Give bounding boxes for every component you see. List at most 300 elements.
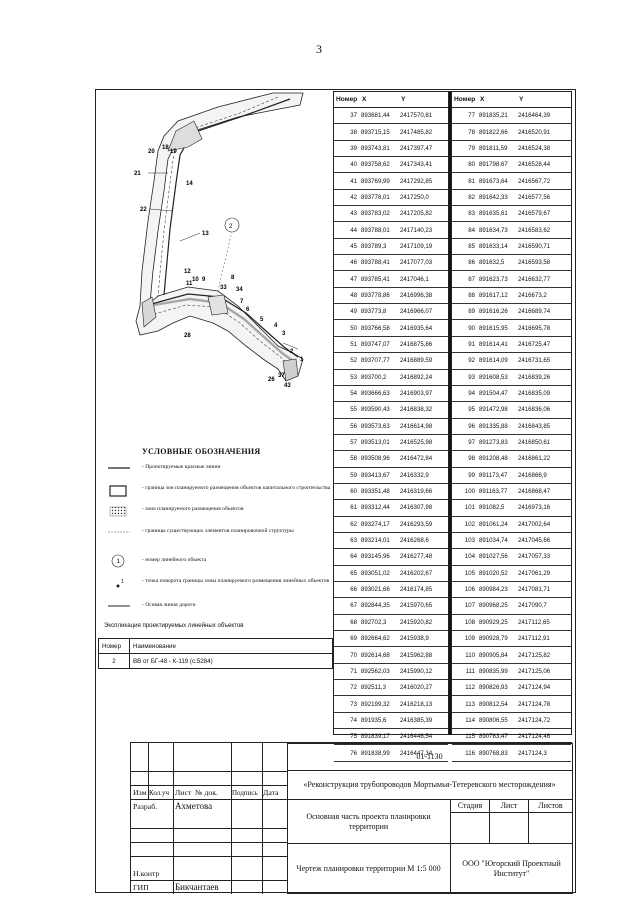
- coord-cell-num: 58: [334, 451, 360, 467]
- coord-cell-x: 893681,44: [360, 108, 399, 124]
- coord-cell-y: 2416293,59: [399, 516, 448, 532]
- coord-cell-num: 42: [334, 189, 360, 205]
- coord-cell-y: 2416583,62: [517, 222, 571, 238]
- coord-cell-y: 2416446,54: [399, 729, 448, 745]
- col-date: Дата: [263, 788, 279, 797]
- coord-cell-num: 93: [452, 369, 478, 385]
- map-label: 13: [202, 231, 209, 237]
- coord-cell-x: 893778,86: [360, 287, 399, 303]
- coord-cell-y: 2415920,82: [399, 614, 448, 630]
- coord-row: [452, 255, 571, 271]
- sheet-header: Лист: [489, 799, 529, 813]
- svg-text:1: 1: [121, 579, 124, 585]
- coord-table-right: [451, 91, 572, 757]
- coord-cell-x: 891935,6: [360, 712, 399, 728]
- coord-row: [334, 287, 448, 303]
- coord-cell-x: 893778,01: [360, 189, 399, 205]
- stage-value: [450, 812, 490, 844]
- coord-cell-num: 101: [452, 500, 478, 516]
- coord-cell-y: 2416525,98: [399, 434, 448, 450]
- coord-cell-num: 69: [334, 631, 360, 647]
- coord-row: [334, 304, 448, 320]
- coord-cell-y: 2417125,82: [517, 647, 571, 663]
- coord-cell-num: 64: [334, 549, 360, 565]
- coord-cell-x: 890806,55: [478, 712, 517, 728]
- map-label: 2: [290, 349, 294, 355]
- coord-row: [452, 108, 571, 124]
- coord-cell-x: 893700,2: [360, 369, 399, 385]
- coord-cell-num: 41: [334, 173, 360, 189]
- coord-cell-y: 2417205,82: [399, 206, 448, 222]
- coord-row: [452, 222, 571, 238]
- coord-cell-x: 893773,8: [360, 304, 399, 320]
- map-label: 26: [268, 377, 275, 383]
- coord-cell-num: 68: [334, 614, 360, 630]
- coord-cell-x: 890984,23: [478, 581, 517, 597]
- coord-cell-x: 893021,66: [360, 581, 399, 597]
- coord-row: [334, 663, 448, 679]
- coord-cell-y: 2416903,97: [399, 385, 448, 401]
- site-plan-map: [128, 91, 333, 391]
- map-label: 10: [192, 277, 199, 283]
- coord-cell-num: 48: [334, 287, 360, 303]
- name-gip: Бикчантаев: [175, 882, 219, 892]
- map-label: 5: [260, 317, 264, 323]
- coord-row: [334, 189, 448, 205]
- coord-row: [334, 712, 448, 728]
- coord-cell-y: 2415938,9: [399, 631, 448, 647]
- coord-row: [452, 549, 571, 565]
- red-line-symbol: [102, 464, 134, 480]
- coord-cell-num: 76: [334, 745, 360, 761]
- coord-cell-num: 59: [334, 467, 360, 483]
- coord-cell-num: 108: [452, 614, 478, 630]
- coord-cell-x: 891020,52: [478, 565, 517, 581]
- coord-cell-y: 2416632,77: [517, 271, 571, 287]
- coord-row: [452, 516, 571, 532]
- coord-row: [334, 222, 448, 238]
- coord-row: [334, 418, 448, 434]
- coord-cell-num: 84: [452, 222, 478, 238]
- explication-table: [98, 638, 333, 669]
- coord-row: [334, 434, 448, 450]
- coord-cell-x: 893715,15: [360, 124, 399, 140]
- coord-row: [452, 124, 571, 140]
- coord-row: [334, 402, 448, 418]
- project-name: «Реконструкция трубопроводов Мортымья-Тетеревского месторождения»: [287, 770, 573, 800]
- name-razrab: Ахметова: [175, 801, 213, 811]
- coord-row: [334, 647, 448, 663]
- map-label: 4: [274, 323, 278, 329]
- coord-row: [452, 434, 571, 450]
- coord-cell-num: 109: [452, 631, 478, 647]
- expl-header-num: Номер: [99, 639, 130, 654]
- coord-cell-x: 893788,41: [360, 255, 399, 271]
- coord-row: [452, 647, 571, 663]
- coord-cell-x: 890812,54: [478, 696, 517, 712]
- stage-header: Стадия: [450, 799, 490, 813]
- coord-row: [452, 712, 571, 728]
- coord-cell-x: 893789,3: [360, 238, 399, 254]
- col-header-num: Номер: [452, 92, 478, 108]
- company-name: ООО "Югорский Проектный Институт": [450, 843, 573, 894]
- coord-row: [334, 255, 448, 271]
- coord-cell-num: 38: [334, 124, 360, 140]
- sheets-value: [528, 812, 573, 844]
- coord-cell-num: 87: [452, 271, 478, 287]
- coord-cell-y: 2417485,82: [399, 124, 448, 140]
- coord-cell-num: 67: [334, 598, 360, 614]
- page-number: 3: [316, 42, 322, 56]
- coord-cell-num: 66: [334, 581, 360, 597]
- coord-cell-num: 94: [452, 385, 478, 401]
- coord-row: [452, 320, 571, 336]
- coord-cell-y: 2416593,58: [517, 255, 571, 271]
- coord-cell-x: 893214,01: [360, 532, 399, 548]
- coord-cell-y: 2416996,38: [399, 287, 448, 303]
- legend-item-text: - границы существующих элементов планировочной структуры: [142, 528, 294, 534]
- coord-cell-x: 891208,48: [478, 451, 517, 467]
- map-label: 7: [240, 299, 244, 305]
- coord-row: [334, 108, 448, 124]
- object-number-symbol: [102, 554, 134, 570]
- coord-cell-num: 89: [452, 304, 478, 320]
- coord-row: [452, 206, 571, 222]
- coord-cell-num: 39: [334, 140, 360, 156]
- coord-cell-num: 100: [452, 483, 478, 499]
- coord-cell-y: 2416875,86: [399, 336, 448, 352]
- coord-cell-x: 891027,56: [478, 549, 517, 565]
- col-header-x: X: [360, 92, 399, 108]
- coord-cell-x: 891634,73: [478, 222, 517, 238]
- legend-item-text: - точка поворота границы зоны планируемого размещения линейных объектов: [142, 578, 330, 584]
- coord-cell-num: 103: [452, 532, 478, 548]
- coord-row: [334, 549, 448, 565]
- coord-cell-y: 2416218,13: [399, 696, 448, 712]
- svg-text:1: 1: [116, 559, 120, 565]
- map-label: 6: [246, 307, 250, 313]
- coord-row: [452, 140, 571, 156]
- coord-cell-x: 893707,77: [360, 353, 399, 369]
- legend-item-text: - граница зон планируемого размещения объектов капитального строительства: [142, 485, 331, 491]
- coord-cell-y: 2416973,16: [517, 500, 571, 516]
- coord-cell-num: 53: [334, 369, 360, 385]
- coord-cell-x: 893145,96: [360, 549, 399, 565]
- coord-cell-y: 2415962,88: [399, 647, 448, 663]
- map-label: 28: [184, 333, 191, 339]
- coord-row: [452, 157, 571, 173]
- coord-cell-x: 891673,64: [478, 173, 517, 189]
- coord-cell-x: 891614,41: [478, 336, 517, 352]
- map-label: 34: [236, 287, 243, 293]
- coord-row: [452, 451, 571, 467]
- coord-row: [452, 353, 571, 369]
- coord-cell-x: 890929,25: [478, 614, 517, 630]
- coord-cell-num: 115: [452, 729, 478, 745]
- map-label: 37: [278, 373, 285, 379]
- coord-cell-num: 63: [334, 532, 360, 548]
- col-izm: Изм: [133, 788, 147, 797]
- coord-cell-y: 2417112,65: [517, 614, 571, 630]
- legend-item-text: - номер линейного объекта: [142, 557, 207, 563]
- coord-row: [452, 532, 571, 548]
- doc-code: 01-1130: [287, 743, 573, 771]
- coord-cell-num: 102: [452, 516, 478, 532]
- coord-cell-x: 890783,47: [478, 729, 517, 745]
- coord-cell-num: 98: [452, 451, 478, 467]
- coord-cell-y: 2416524,38: [517, 140, 571, 156]
- coord-cell-num: 51: [334, 336, 360, 352]
- coord-row: [334, 271, 448, 287]
- coord-row: [334, 157, 448, 173]
- coord-row: [452, 581, 571, 597]
- coord-cell-num: 85: [452, 238, 478, 254]
- coord-cell-y: 2417124,78: [517, 696, 571, 712]
- coord-cell-y: 2416614,98: [399, 418, 448, 434]
- coord-cell-y: 2417397,47: [399, 140, 448, 156]
- existing-boundary-symbol: [102, 528, 134, 544]
- sheets-header: Листов: [528, 799, 573, 813]
- coord-row: [452, 418, 571, 434]
- legend: [102, 447, 330, 456]
- coord-cell-x: 893766,58: [360, 320, 399, 336]
- coord-cell-x: 893274,17: [360, 516, 399, 532]
- coord-cell-y: 2416731,65: [517, 353, 571, 369]
- map-label: 8: [231, 275, 235, 281]
- coord-cell-num: 75: [334, 729, 360, 745]
- coord-cell-num: 106: [452, 581, 478, 597]
- coord-cell-x: 891335,88: [478, 418, 517, 434]
- coord-cell-x: 891163,77: [478, 483, 517, 499]
- coord-cell-y: 2416268,6: [399, 532, 448, 548]
- coord-cell-x: 891798,67: [478, 157, 517, 173]
- coord-cell-y: 2416567,72: [517, 173, 571, 189]
- coord-cell-x: 891822,66: [478, 124, 517, 140]
- title-block: [130, 742, 572, 893]
- coord-cell-x: 893351,48: [360, 483, 399, 499]
- coord-cell-num: 44: [334, 222, 360, 238]
- coord-cell-x: 891061,24: [478, 516, 517, 532]
- coord-row: [334, 483, 448, 499]
- coord-cell-num: 116: [452, 745, 478, 761]
- coord-cell-x: 891623,73: [478, 271, 517, 287]
- coord-cell-x: 891504,47: [478, 385, 517, 401]
- col-header-y: Y: [399, 92, 448, 108]
- legend-item-text: - Проектируемые красные линии: [142, 464, 221, 470]
- coord-row: [452, 402, 571, 418]
- coord-row: [452, 696, 571, 712]
- col-kol-uch: Кол.уч: [149, 788, 169, 797]
- coord-cell-y: 2416590,71: [517, 238, 571, 254]
- expl-cell-num: 2: [99, 654, 130, 669]
- coord-cell-x: 890835,99: [478, 663, 517, 679]
- coord-cell-num: 86: [452, 255, 478, 271]
- col-doc-number: № док.: [195, 788, 218, 797]
- coord-cell-y: 2416868,47: [517, 483, 571, 499]
- coord-cell-y: 2417046,1: [399, 271, 448, 287]
- coord-cell-x: 892199,32: [360, 696, 399, 712]
- coord-cell-y: 2416332,9: [399, 467, 448, 483]
- coord-cell-num: 111: [452, 663, 478, 679]
- map-label: 19: [170, 149, 177, 155]
- coord-row: [452, 336, 571, 352]
- coord-cell-num: 71: [334, 663, 360, 679]
- coord-cell-num: 47: [334, 271, 360, 287]
- coord-cell-y: 2416319,66: [399, 483, 448, 499]
- coord-cell-x: 891608,53: [478, 369, 517, 385]
- map-label: 14: [186, 181, 193, 187]
- coord-cell-num: 80: [452, 157, 478, 173]
- coord-cell-x: 893590,43: [360, 402, 399, 418]
- col-header-num: Номер: [334, 92, 360, 108]
- coord-cell-y: 2416966,07: [399, 304, 448, 320]
- coord-row: [452, 483, 571, 499]
- coord-cell-num: 74: [334, 712, 360, 728]
- coord-row: [452, 173, 571, 189]
- road-axis-symbol: [102, 602, 134, 618]
- coord-cell-y: 2417124,72: [517, 712, 571, 728]
- coord-cell-y: 2417250,0: [399, 189, 448, 205]
- coord-cell-num: 79: [452, 140, 478, 156]
- coord-row: [334, 680, 448, 696]
- coord-cell-num: 73: [334, 696, 360, 712]
- coord-cell-y: 2416839,26: [517, 369, 571, 385]
- coord-cell-y: 2416020,27: [399, 680, 448, 696]
- coord-row: [334, 206, 448, 222]
- role-razrab: Разраб.: [133, 801, 158, 811]
- coord-row: [334, 173, 448, 189]
- legend-title: УСЛОВНЫЕ ОБОЗНАЧЕНИЯ: [142, 447, 261, 456]
- coord-row: [334, 581, 448, 597]
- coord-cell-num: 57: [334, 434, 360, 450]
- coord-cell-y: 2416892,24: [399, 369, 448, 385]
- coord-cell-y: 2416528,44: [517, 157, 571, 173]
- coord-row: [334, 320, 448, 336]
- coord-row: [334, 336, 448, 352]
- coord-row: [452, 271, 571, 287]
- coord-cell-y: 2415990,12: [399, 663, 448, 679]
- coord-row: [334, 140, 448, 156]
- coord-row: [452, 500, 571, 516]
- coord-cell-y: 2416277,48: [399, 549, 448, 565]
- coord-cell-y: 2416464,39: [517, 108, 571, 124]
- coord-cell-y: 2417570,81: [399, 108, 448, 124]
- coord-row: [334, 467, 448, 483]
- coord-cell-x: 893785,41: [360, 271, 399, 287]
- coord-row: [334, 696, 448, 712]
- legend-item-text: - зона планируемого размещения объектов: [142, 506, 244, 512]
- coord-cell-y: 2417140,23: [399, 222, 448, 238]
- coord-cell-y: 2417109,19: [399, 238, 448, 254]
- coord-cell-y: 2417061,29: [517, 565, 571, 581]
- coord-cell-num: 60: [334, 483, 360, 499]
- coord-cell-y: 2416843,85: [517, 418, 571, 434]
- coord-cell-x: 892844,35: [360, 598, 399, 614]
- coord-cell-x: 891642,33: [478, 189, 517, 205]
- placement-zone-symbol: [102, 506, 134, 522]
- coord-cell-x: 891616,26: [478, 304, 517, 320]
- coord-cell-x: 893758,62: [360, 157, 399, 173]
- coord-cell-num: 88: [452, 287, 478, 303]
- coord-cell-x: 893743,81: [360, 140, 399, 156]
- map-label: 20: [148, 149, 155, 155]
- coord-cell-x: 893747,07: [360, 336, 399, 352]
- doc-title: Основная часть проекта планировки территории: [287, 799, 451, 844]
- coord-cell-num: 114: [452, 712, 478, 728]
- coord-cell-y: 2416889,59: [399, 353, 448, 369]
- coord-cell-x: 891617,12: [478, 287, 517, 303]
- coord-cell-x: 891034,74: [478, 532, 517, 548]
- coord-row: [334, 385, 448, 401]
- coord-cell-y: 2416695,78: [517, 320, 571, 336]
- coord-cell-y: 2417124,46: [517, 729, 571, 745]
- coord-cell-num: 43: [334, 206, 360, 222]
- coord-cell-y: 2416861,22: [517, 451, 571, 467]
- expl-header-name: Наименование: [130, 639, 333, 654]
- coord-cell-y: 2417343,41: [399, 157, 448, 173]
- coord-cell-y: 2415970,65: [399, 598, 448, 614]
- coord-cell-y: 2416835,09: [517, 385, 571, 401]
- coord-cell-y: 2417112,91: [517, 631, 571, 647]
- coord-cell-num: 37: [334, 108, 360, 124]
- coord-cell-num: 56: [334, 418, 360, 434]
- coord-cell-x: 891173,47: [478, 467, 517, 483]
- coord-cell-x: 893783,02: [360, 206, 399, 222]
- coord-row: [334, 598, 448, 614]
- coord-row: [334, 500, 448, 516]
- coord-cell-x: 893788,01: [360, 222, 399, 238]
- coord-cell-y: 2416385,39: [399, 712, 448, 728]
- col-header-y: Y: [517, 92, 571, 108]
- coord-cell-x: 891614,09: [478, 353, 517, 369]
- coord-cell-num: 83: [452, 206, 478, 222]
- coord-cell-y: 2416202,67: [399, 565, 448, 581]
- coord-cell-x: 890928,79: [478, 631, 517, 647]
- coord-cell-y: 2417002,64: [517, 516, 571, 532]
- coord-cell-x: 893666,63: [360, 385, 399, 401]
- coord-cell-y: 2416520,91: [517, 124, 571, 140]
- coord-cell-y: 2416174,85: [399, 581, 448, 597]
- coord-row: [452, 680, 571, 696]
- drawing-title: Чертеж планировки территории М 1:5 000: [287, 843, 451, 894]
- zone-boundary-symbol: [102, 485, 134, 501]
- coord-cell-x: 891835,21: [478, 108, 517, 124]
- coord-cell-y: 2416836,06: [517, 402, 571, 418]
- col-signature: Подпись: [232, 788, 258, 797]
- coord-cell-x: 891632,5: [478, 255, 517, 271]
- coord-cell-y: 2417081,71: [517, 581, 571, 597]
- coord-cell-x: 891633,14: [478, 238, 517, 254]
- explication-title: Экспликация проектируемых линейных объектов: [104, 622, 244, 629]
- expl-cell-name: ВВ от БГ-48 - К-119 (с.5284): [130, 654, 333, 669]
- coord-cell-x: 891635,61: [478, 206, 517, 222]
- coord-cell-num: 54: [334, 385, 360, 401]
- coord-cell-num: 82: [452, 189, 478, 205]
- map-label: 43: [284, 383, 291, 389]
- coord-cell-num: 99: [452, 467, 478, 483]
- map-label: 22: [140, 207, 147, 213]
- coord-cell-y: 2416447,34: [399, 745, 448, 761]
- coord-cell-num: 50: [334, 320, 360, 336]
- coord-cell-x: 893508,96: [360, 451, 399, 467]
- coord-cell-num: 70: [334, 647, 360, 663]
- coord-cell-x: 890768,83: [478, 745, 517, 761]
- coord-cell-y: 2416838,32: [399, 402, 448, 418]
- coord-row: [334, 238, 448, 254]
- coord-cell-num: 72: [334, 680, 360, 696]
- coord-cell-num: 112: [452, 680, 478, 696]
- map-label: 11: [186, 281, 193, 287]
